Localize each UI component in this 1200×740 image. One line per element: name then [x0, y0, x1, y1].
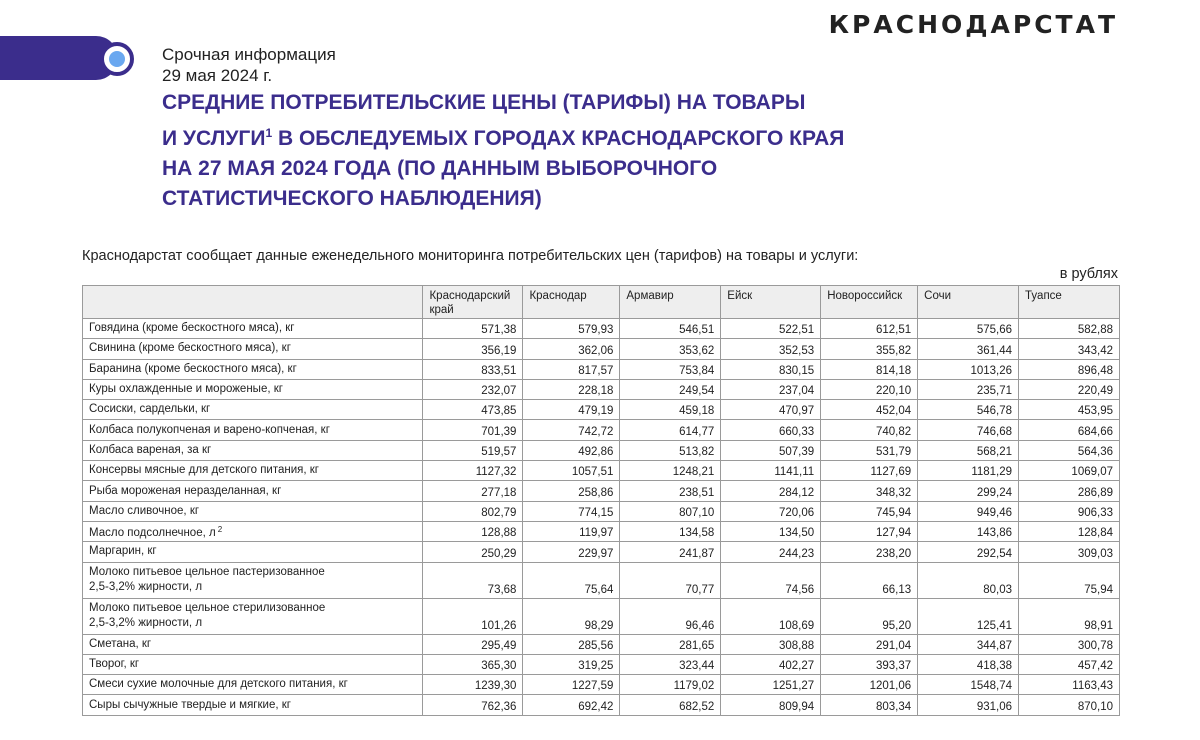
table-body [83, 319, 1120, 716]
price-cell: 309,03 [1019, 542, 1120, 562]
table-row [83, 339, 1120, 359]
price-cell: 73,68 [423, 562, 523, 598]
price-cell: 98,91 [1019, 598, 1120, 634]
title-line-2-end: В ОБСЛЕДУЕМЫХ ГОРОДАХ КРАСНОДАРСКОГО КРАЯ [277, 127, 845, 150]
price-cell: 1013,26 [918, 359, 1019, 379]
price-cell: 344,87 [918, 634, 1019, 654]
row-item-label: Творог, кг [89, 658, 140, 670]
row-item-label: Свинина (кроме бескостного мяса), кг [89, 342, 291, 355]
price-cell: 1227,59 [523, 675, 620, 695]
price-cell: 870,10 [1019, 695, 1120, 715]
price-cell: 286,89 [1019, 481, 1120, 501]
price-cell: 134,50 [721, 521, 821, 541]
price-cell: 931,06 [918, 695, 1019, 715]
price-cell: 393,37 [821, 654, 918, 674]
price-cell: 348,32 [821, 481, 918, 501]
table-row [83, 654, 1120, 674]
price-cell: 361,44 [918, 339, 1019, 359]
row-item-name [83, 634, 423, 654]
price-cell: 513,82 [620, 440, 721, 460]
column-header-5: Новороссийск [821, 286, 918, 319]
price-cell: 75,94 [1019, 562, 1120, 598]
price-cell: 343,42 [1019, 339, 1120, 359]
price-cell: 238,51 [620, 481, 721, 501]
table-row [83, 420, 1120, 440]
price-cell: 612,51 [821, 319, 918, 339]
table-row [83, 481, 1120, 501]
price-cell: 833,51 [423, 359, 523, 379]
price-cell: 470,97 [721, 400, 821, 420]
price-cell: 522,51 [721, 319, 821, 339]
price-cell: 774,15 [523, 501, 620, 521]
price-cell: 365,30 [423, 654, 523, 674]
row-item-label: Сыры сычужные твердые и мягкие, кг [89, 698, 291, 711]
price-cell: 682,52 [620, 695, 721, 715]
row-item-name [83, 420, 423, 440]
row-item-name [83, 521, 423, 541]
price-cell: 128,84 [1019, 521, 1120, 541]
price-cell: 1069,07 [1019, 461, 1120, 481]
price-cell: 232,07 [423, 379, 523, 399]
row-item-name [83, 481, 423, 501]
row-item-label: Маргарин, кг [89, 545, 157, 558]
row-item-name [83, 562, 423, 598]
price-cell: 507,39 [721, 440, 821, 460]
title-line-2 [162, 118, 942, 154]
price-cell: 228,18 [523, 379, 620, 399]
price-cell: 546,78 [918, 400, 1019, 420]
row-item-label: Молоко питьевое цельное пастеризованное 2,5-3,2% жирности, л [89, 566, 325, 594]
price-cell: 1127,69 [821, 461, 918, 481]
price-cell: 238,20 [821, 542, 918, 562]
row-item-name [83, 542, 423, 562]
column-header-2: Краснодар [523, 286, 620, 319]
table-row [83, 461, 1120, 481]
price-cell: 66,13 [821, 562, 918, 598]
logo-dot-icon [109, 51, 125, 67]
row-item-label: Говядина (кроме бескостного мяса), кг [89, 322, 295, 335]
price-cell: 291,04 [821, 634, 918, 654]
row-item-name [83, 461, 423, 481]
doc-date: 29 мая 2024 г. [162, 66, 273, 85]
price-cell: 473,85 [423, 400, 523, 420]
price-cell: 352,53 [721, 339, 821, 359]
row-item-name [83, 440, 423, 460]
price-cell: 143,86 [918, 521, 1019, 541]
table-row [83, 634, 1120, 654]
column-header-4: Ейск [721, 286, 821, 319]
price-cell: 127,94 [821, 521, 918, 541]
row-item-label: Молоко питьевое цельное стерилизованное 2,5-3,2% жирности, л [89, 602, 326, 630]
title-line-4: СТАТИСТИЧЕСКОГО НАБЛЮДЕНИЯ) [162, 187, 542, 210]
price-cell: 299,24 [918, 481, 1019, 501]
title-line-2-start: И УСЛУГИ [162, 127, 266, 150]
price-cell: 453,95 [1019, 400, 1120, 420]
price-cell: 292,54 [918, 542, 1019, 562]
price-cell: 519,57 [423, 440, 523, 460]
row-item-name [83, 400, 423, 420]
price-cell: 809,94 [721, 695, 821, 715]
table-row [83, 542, 1120, 562]
table-row [83, 598, 1120, 634]
price-cell: 281,65 [620, 634, 721, 654]
title-line-3: НА 27 МАЯ 2024 ГОДА (ПО ДАННЫМ ВЫБОРОЧНОГО [162, 157, 718, 180]
price-cell: 531,79 [821, 440, 918, 460]
price-cell: 95,20 [821, 598, 918, 634]
price-cell: 457,42 [1019, 654, 1120, 674]
table-header-row [83, 286, 1120, 319]
document-meta [162, 44, 336, 86]
table-row [83, 562, 1120, 598]
price-cell: 492,86 [523, 440, 620, 460]
price-cell: 807,10 [620, 501, 721, 521]
row-item-name [83, 359, 423, 379]
price-cell: 1163,43 [1019, 675, 1120, 695]
table-row [83, 400, 1120, 420]
price-cell: 258,86 [523, 481, 620, 501]
price-cell: 564,36 [1019, 440, 1120, 460]
table-row [83, 379, 1120, 399]
price-cell: 660,33 [721, 420, 821, 440]
price-cell: 452,04 [821, 400, 918, 420]
row-item-label: Сосиски, сардельки, кг [89, 403, 211, 416]
row-item-name [83, 501, 423, 521]
price-cell: 241,87 [620, 542, 721, 562]
price-cell: 284,12 [721, 481, 821, 501]
price-cell: 817,57 [523, 359, 620, 379]
price-cell: 402,27 [721, 654, 821, 674]
row-item-name [83, 339, 423, 359]
price-cell: 353,62 [620, 339, 721, 359]
price-table [82, 285, 1120, 716]
brand-name: КРАСНОДАРСТАТ [828, 10, 1118, 39]
price-cell: 720,06 [721, 501, 821, 521]
price-cell: 356,19 [423, 339, 523, 359]
price-cell: 1239,30 [423, 675, 523, 695]
price-cell: 308,88 [721, 634, 821, 654]
price-cell: 128,88 [423, 521, 523, 541]
title-footnote: 1 [265, 126, 273, 140]
column-header-item [83, 286, 423, 319]
price-cell: 355,82 [821, 339, 918, 359]
price-cell: 125,41 [918, 598, 1019, 634]
row-item-name [83, 319, 423, 339]
row-item-name [83, 675, 423, 695]
price-cell: 74,56 [721, 562, 821, 598]
row-item-label: Масло сливочное, кг [89, 504, 200, 517]
title-line-1: СРЕДНИЕ ПОТРЕБИТЕЛЬСКИЕ ЦЕНЫ (ТАРИФЫ) НА ТОВАРЫ [162, 91, 806, 114]
units-label: в рублях [1059, 266, 1118, 282]
price-cell: 906,33 [1019, 501, 1120, 521]
price-cell: 300,78 [1019, 634, 1120, 654]
price-cell: 108,69 [721, 598, 821, 634]
price-cell: 701,39 [423, 420, 523, 440]
price-cell: 1251,27 [721, 675, 821, 695]
price-cell: 119,97 [523, 521, 620, 541]
intro-text: Краснодарстат сообщает данные еженедельного мониторинга потребительских цен (тарифов) на товары и услуги: [82, 248, 859, 264]
column-header-3: Армавир [620, 286, 721, 319]
price-cell: 753,84 [620, 359, 721, 379]
price-cell: 1127,32 [423, 461, 523, 481]
row-item-label: Рыба мороженая неразделанная, кг [89, 484, 282, 497]
row-footnote: 2 [217, 525, 223, 535]
price-cell: 1548,74 [918, 675, 1019, 695]
price-cell: 814,18 [821, 359, 918, 379]
row-item-label: Колбаса полукопченая и варено-копченая, кг [89, 423, 330, 436]
price-cell: 362,06 [523, 339, 620, 359]
price-cell: 1201,06 [821, 675, 918, 695]
price-cell: 684,66 [1019, 420, 1120, 440]
price-cell: 575,66 [918, 319, 1019, 339]
price-cell: 220,10 [821, 379, 918, 399]
price-cell: 830,15 [721, 359, 821, 379]
price-cell: 579,93 [523, 319, 620, 339]
column-header-6: Сочи [918, 286, 1019, 319]
price-cell: 101,26 [423, 598, 523, 634]
column-header-7: Туапсе [1019, 286, 1120, 319]
table-row [83, 695, 1120, 715]
price-cell: 896,48 [1019, 359, 1120, 379]
price-cell: 571,38 [423, 319, 523, 339]
price-cell: 134,58 [620, 521, 721, 541]
table-row [83, 319, 1120, 339]
price-cell: 745,94 [821, 501, 918, 521]
price-cell: 802,79 [423, 501, 523, 521]
price-cell: 568,21 [918, 440, 1019, 460]
row-item-label: Консервы мясные для детского питания, кг [89, 464, 319, 477]
price-cell: 1181,29 [918, 461, 1019, 481]
price-cell: 235,71 [918, 379, 1019, 399]
table-row [83, 501, 1120, 521]
price-cell: 96,46 [620, 598, 721, 634]
row-item-label: Колбаса вареная, за кг [89, 443, 212, 456]
price-cell: 237,04 [721, 379, 821, 399]
price-cell: 80,03 [918, 562, 1019, 598]
price-cell: 459,18 [620, 400, 721, 420]
row-item-label: Сметана, кг [89, 637, 152, 650]
price-cell: 250,29 [423, 542, 523, 562]
price-cell: 220,49 [1019, 379, 1120, 399]
price-cell: 249,54 [620, 379, 721, 399]
price-cell: 319,25 [523, 654, 620, 674]
price-cell: 582,88 [1019, 319, 1120, 339]
column-header-1: Краснодарский край [423, 286, 523, 319]
price-cell: 229,97 [523, 542, 620, 562]
price-cell: 75,64 [523, 562, 620, 598]
table-row [83, 440, 1120, 460]
row-item-label: Смеси сухие молочные для детского питания, кг [89, 678, 348, 691]
price-cell: 244,23 [721, 542, 821, 562]
doc-label: Срочная информация [162, 45, 336, 64]
price-cell: 1057,51 [523, 461, 620, 481]
row-item-name [83, 654, 423, 674]
row-item-name [83, 598, 423, 634]
price-cell: 295,49 [423, 634, 523, 654]
price-cell: 740,82 [821, 420, 918, 440]
table-row [83, 359, 1120, 379]
table-header [83, 286, 1120, 319]
row-item-name [83, 379, 423, 399]
price-cell: 1248,21 [620, 461, 721, 481]
table-row [83, 521, 1120, 541]
price-cell: 285,56 [523, 634, 620, 654]
price-cell: 762,36 [423, 695, 523, 715]
price-cell: 614,77 [620, 420, 721, 440]
row-item-label: Куры охлажденные и мороженые, кг [89, 383, 283, 396]
price-cell: 803,34 [821, 695, 918, 715]
table-row [83, 675, 1120, 695]
price-cell: 70,77 [620, 562, 721, 598]
row-item-name [83, 695, 423, 715]
price-cell: 1141,11 [721, 461, 821, 481]
row-item-label: Баранина (кроме бескостного мяса), кг [89, 362, 297, 375]
price-cell: 546,51 [620, 319, 721, 339]
price-cell: 1179,02 [620, 675, 721, 695]
page-title [162, 88, 942, 214]
price-cell: 742,72 [523, 420, 620, 440]
price-cell: 479,19 [523, 400, 620, 420]
price-cell: 323,44 [620, 654, 721, 674]
row-item-label: Масло подсолнечное, л [89, 527, 216, 540]
price-cell: 98,29 [523, 598, 620, 634]
price-cell: 418,38 [918, 654, 1019, 674]
price-cell: 746,68 [918, 420, 1019, 440]
logo-ring-icon [100, 42, 134, 76]
price-cell: 277,18 [423, 481, 523, 501]
price-cell: 692,42 [523, 695, 620, 715]
price-cell: 949,46 [918, 501, 1019, 521]
